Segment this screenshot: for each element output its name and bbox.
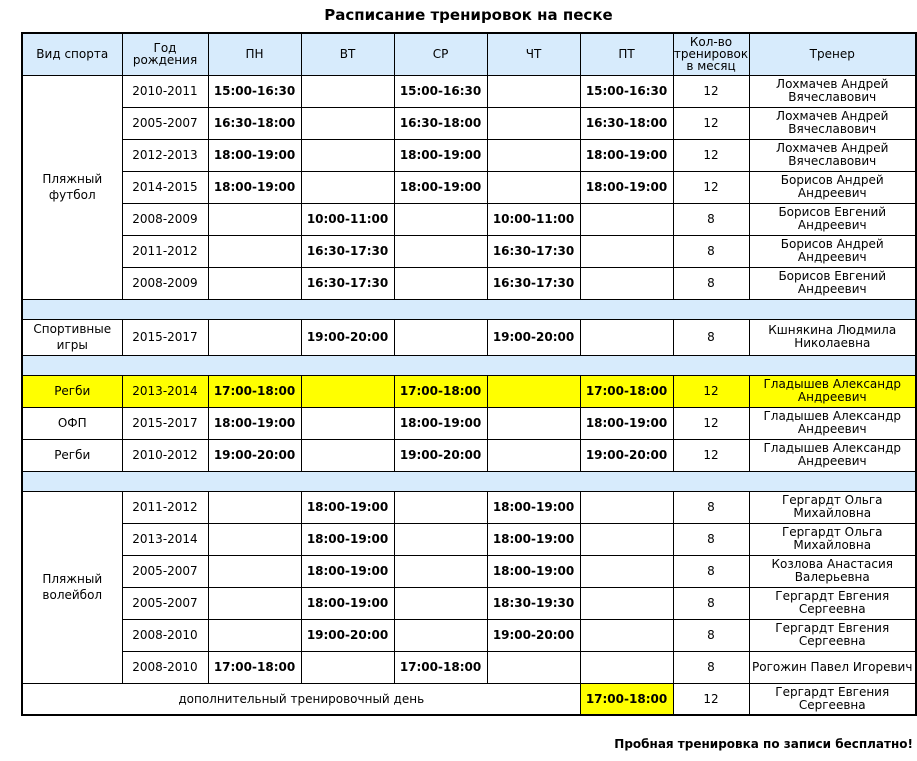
cell-count: 12 [673,75,749,107]
header-birth-year: Год рождения [122,33,208,75]
cell-fri [580,491,673,523]
table-row [22,235,916,267]
table-row [22,651,916,683]
table-row [22,619,916,651]
table-row [22,267,916,299]
cell-year: 2011-2012 [122,491,208,523]
cell-coach: Борисов Андрей Андреевич [749,235,916,267]
cell-coach: Кшнякина Людмила Николаевна [749,319,916,355]
cell-count: 8 [673,267,749,299]
cell-tue: 19:00-20:00 [301,619,394,651]
cell-mon: 18:00-19:00 [208,139,301,171]
cell-fri: 16:30-18:00 [580,107,673,139]
cell-wed: 19:00-20:00 [394,439,487,471]
cell-wed: 16:30-18:00 [394,107,487,139]
cell-thu: 18:00-19:00 [487,523,580,555]
cell-thu [487,107,580,139]
cell-year: 2008-2010 [122,619,208,651]
cell-tue [301,651,394,683]
cell-thu: 16:30-17:30 [487,267,580,299]
cell-fri: 15:00-16:30 [580,75,673,107]
cell-thu: 16:30-17:30 [487,235,580,267]
cell-thu: 19:00-20:00 [487,619,580,651]
cell-count: 12 [673,139,749,171]
cell-tue [301,75,394,107]
cell-thu [487,439,580,471]
cell-year: 2013-2014 [122,375,208,407]
header-tue: ВТ [301,33,394,75]
cell-coach: Борисов Евгений Андреевич [749,267,916,299]
table-row [22,555,916,587]
cell-fri [580,651,673,683]
cell-year: 2008-2010 [122,651,208,683]
cell-count: 12 [673,407,749,439]
header-count: Кол-во тренировок в месяц [673,33,749,75]
cell-tue: 16:30-17:30 [301,235,394,267]
cell-year: 2012-2013 [122,139,208,171]
cell-coach: Лохмачев Андрей Вячеславович [749,75,916,107]
cell-coach: Гергардт Ольга Михайловна [749,523,916,555]
cell-thu: 10:00-11:00 [487,203,580,235]
cell-coach: Лохмачев Андрей Вячеславович [749,139,916,171]
cell-thu: 18:00-19:00 [487,555,580,587]
cell-coach: Гладышев Александр Андреевич [749,375,916,407]
cell-mon: 16:30-18:00 [208,107,301,139]
cell-mon: 15:00-16:30 [208,75,301,107]
cell-count: 8 [673,619,749,651]
cell-tue [301,107,394,139]
cell-mon [208,267,301,299]
cell-year: 2005-2007 [122,555,208,587]
cell-thu: 18:00-19:00 [487,491,580,523]
cell-fri [580,235,673,267]
cell-mon [208,587,301,619]
cell-wed: 17:00-18:00 [394,375,487,407]
cell-wed [394,523,487,555]
cell-coach: Гергардт Ольга Михайловна [749,491,916,523]
header-row [22,33,916,75]
cell-count: 8 [673,523,749,555]
cell-fri: 17:00-18:00 [580,375,673,407]
sport-ofp: ОФП [22,407,122,439]
cell-tue: 18:00-19:00 [301,555,394,587]
cell-tue [301,407,394,439]
cell-tue: 16:30-17:30 [301,267,394,299]
cell-fri: 18:00-19:00 [580,407,673,439]
cell-year: 2010-2012 [122,439,208,471]
sport-rugby: Регби [22,375,122,407]
cell-mon [208,491,301,523]
header-sport: Вид спорта [22,33,122,75]
cell-count: 12 [673,439,749,471]
header-wed: СР [394,33,487,75]
cell-mon: 18:00-19:00 [208,171,301,203]
cell-coach: Гергардт Евгения Сергеевна [749,619,916,651]
cell-wed [394,555,487,587]
cell-tue: 18:00-19:00 [301,491,394,523]
cell-wed: 17:00-18:00 [394,651,487,683]
cell-mon [208,319,301,355]
table-row [22,407,916,439]
table-row [22,491,916,523]
cell-wed: 18:00-19:00 [394,139,487,171]
cell-coach: Борисов Андрей Андреевич [749,171,916,203]
cell-wed [394,491,487,523]
cell-coach: Рогожин Павел Игоревич [749,651,916,683]
cell-wed [394,587,487,619]
table-row [22,171,916,203]
cell-thu [487,407,580,439]
cell-fri [580,319,673,355]
cell-wed: 15:00-16:30 [394,75,487,107]
cell-tue: 18:00-19:00 [301,523,394,555]
cell-wed [394,235,487,267]
cell-year: 2005-2007 [122,587,208,619]
cell-mon [208,523,301,555]
cell-year: 2014-2015 [122,171,208,203]
cell-mon: 17:00-18:00 [208,651,301,683]
cell-count: 8 [673,491,749,523]
cell-count: 12 [673,107,749,139]
sport-rugby-2: Регби [22,439,122,471]
header-coach: Тренер [749,33,916,75]
cell-count: 8 [673,319,749,355]
cell-mon: 18:00-19:00 [208,407,301,439]
cell-year: 2011-2012 [122,235,208,267]
cell-year: 2013-2014 [122,523,208,555]
extra-day-fri: 17:00-18:00 [580,683,673,715]
cell-mon [208,555,301,587]
cell-fri [580,619,673,651]
cell-mon [208,235,301,267]
sport-games: Спортивные игры [22,319,122,355]
cell-tue [301,375,394,407]
cell-tue: 10:00-11:00 [301,203,394,235]
cell-coach: Гладышев Александр Андреевич [749,407,916,439]
cell-mon [208,619,301,651]
cell-coach: Борисов Евгений Андреевич [749,203,916,235]
cell-coach: Гладышев Александр Андреевич [749,439,916,471]
cell-count: 8 [673,235,749,267]
table-row [22,319,916,355]
cell-wed: 18:00-19:00 [394,171,487,203]
cell-tue [301,171,394,203]
trial-note: Пробная тренировка по записи бесплатно! [614,737,913,751]
separator-cell [22,299,916,319]
cell-wed: 18:00-19:00 [394,407,487,439]
cell-thu [487,75,580,107]
page-title: Расписание тренировок на песке [324,6,613,24]
extra-day-count: 12 [673,683,749,715]
cell-count: 8 [673,651,749,683]
cell-year: 2008-2009 [122,203,208,235]
cell-fri [580,587,673,619]
cell-mon [208,203,301,235]
cell-fri: 19:00-20:00 [580,439,673,471]
cell-thu: 19:00-20:00 [487,319,580,355]
sport-beach-football: Пляжный футбол [22,75,122,299]
extra-day-label: дополнительный тренировочный день [22,683,580,715]
sport-beach-volleyball: Пляжный волейбол [22,491,122,683]
cell-tue: 19:00-20:00 [301,319,394,355]
cell-year: 2015-2017 [122,407,208,439]
separator-row [22,299,916,319]
header-fri: ПТ [580,33,673,75]
separator-cell [22,471,916,491]
cell-coach: Гергардт Евгения Сергеевна [749,587,916,619]
cell-year: 2008-2009 [122,267,208,299]
cell-wed [394,319,487,355]
table-row [22,375,916,407]
cell-thu [487,171,580,203]
cell-count: 8 [673,587,749,619]
cell-year: 2015-2017 [122,319,208,355]
cell-wed [394,267,487,299]
cell-tue [301,139,394,171]
cell-count: 8 [673,203,749,235]
cell-coach: Козлова Анастасия Валерьевна [749,555,916,587]
cell-tue [301,439,394,471]
cell-wed [394,203,487,235]
cell-fri [580,523,673,555]
table-row [22,107,916,139]
cell-coach: Лохмачев Андрей Вячеславович [749,107,916,139]
cell-wed [394,619,487,651]
table-row [22,439,916,471]
header-thu: ЧТ [487,33,580,75]
header-mon: ПН [208,33,301,75]
cell-fri [580,555,673,587]
cell-year: 2010-2011 [122,75,208,107]
separator-cell [22,355,916,375]
table-row [22,139,916,171]
cell-count: 8 [673,555,749,587]
cell-fri [580,203,673,235]
separator-row [22,471,916,491]
cell-fri [580,267,673,299]
cell-tue: 18:00-19:00 [301,587,394,619]
cell-count: 12 [673,171,749,203]
table-row [22,203,916,235]
cell-thu: 18:30-19:30 [487,587,580,619]
cell-year: 2005-2007 [122,107,208,139]
table-row [22,523,916,555]
extra-day-row [22,683,916,715]
schedule-table [21,32,917,716]
cell-count: 12 [673,375,749,407]
cell-fri: 18:00-19:00 [580,171,673,203]
cell-thu [487,651,580,683]
cell-mon: 17:00-18:00 [208,375,301,407]
cell-fri: 18:00-19:00 [580,139,673,171]
separator-row [22,355,916,375]
cell-mon: 19:00-20:00 [208,439,301,471]
extra-day-coach: Гергардт Евгения Сергеевна [749,683,916,715]
cell-thu [487,375,580,407]
table-row [22,75,916,107]
cell-thu [487,139,580,171]
table-row [22,587,916,619]
